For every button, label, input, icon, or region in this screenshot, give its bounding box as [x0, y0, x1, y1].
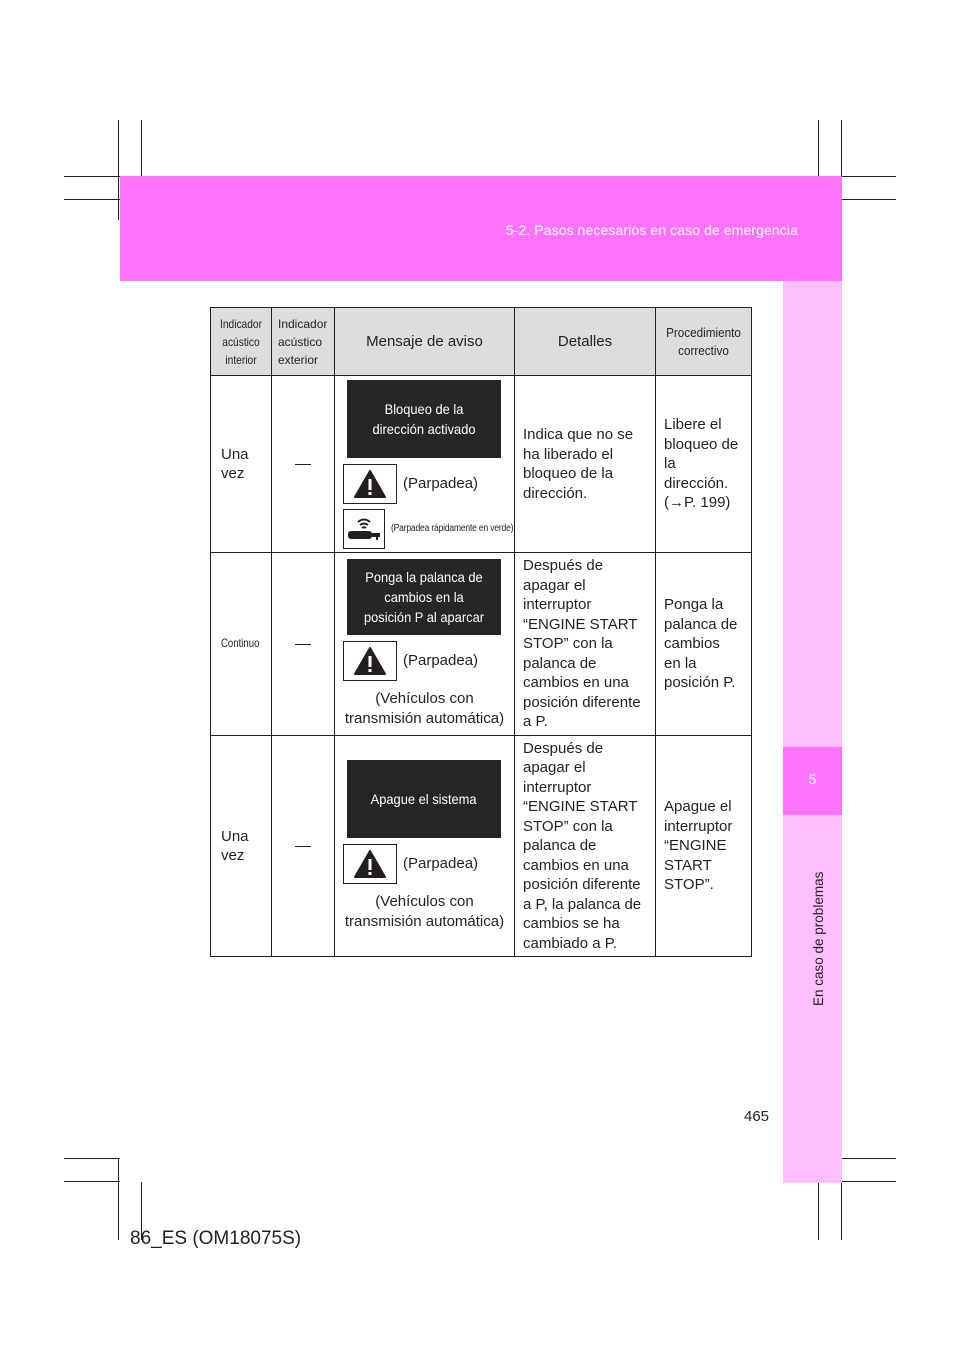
cell-message	[335, 376, 515, 553]
warning-table	[210, 307, 752, 957]
section-title: 5-2. Pasos necesarios en caso de emergencia	[505, 222, 798, 238]
cell-outdoor	[272, 736, 335, 957]
crop-mark	[818, 120, 819, 176]
chapter-title-text: En caso de problemas	[811, 871, 826, 1006]
header-indoor: Indicador acústico interior	[211, 308, 272, 376]
crop-mark	[64, 1158, 120, 1159]
warning-blink-label: (Parpadea)	[403, 474, 479, 492]
cell-message	[335, 553, 515, 736]
vehicle-note: (Vehículos con transmisión automática)	[344, 690, 505, 727]
crop-mark	[64, 199, 120, 200]
crop-mark	[64, 1181, 120, 1182]
crop-mark	[842, 1158, 896, 1159]
display-message: Ponga la palanca de cambios en la posición P al aparcar	[347, 559, 501, 635]
crop-mark	[842, 176, 896, 177]
cell-indoor: Una vez	[211, 736, 272, 957]
smart-key-icon	[343, 509, 385, 549]
header-outdoor: Indicador acústico exterior	[272, 308, 335, 376]
header-message: Mensaje de aviso	[335, 308, 515, 376]
header-procedure: Procedimiento correctivo	[656, 308, 752, 376]
cell-outdoor	[272, 376, 335, 553]
cell-procedure: Apague el interruptor “ENGINE START STOP”.	[656, 736, 752, 957]
section-header	[120, 176, 842, 281]
table-header-row	[211, 308, 752, 376]
warning-blink-label: (Parpadea)	[403, 652, 479, 670]
crop-mark	[842, 199, 896, 200]
crop-mark	[818, 1182, 819, 1240]
warning-triangle-icon	[343, 844, 397, 884]
table-row	[211, 553, 752, 736]
crop-mark	[118, 120, 119, 220]
page-number: 465	[744, 1108, 770, 1125]
warning-triangle-icon	[343, 641, 397, 681]
chapter-number: 5	[808, 771, 817, 787]
cell-procedure: Libere el bloqueo de la dirección. (→P. 199)	[656, 376, 752, 553]
crop-mark	[141, 120, 142, 176]
crop-mark	[118, 1158, 119, 1240]
warning-triangle-icon	[343, 464, 397, 504]
cell-outdoor	[272, 553, 335, 736]
vehicle-note: (Vehículos con transmisión automática)	[344, 893, 505, 930]
cell-procedure: Ponga la palanca de cambios en la posición P.	[656, 553, 752, 736]
chapter-title	[799, 826, 826, 1006]
crop-mark	[64, 176, 120, 177]
display-message: Bloqueo de la dirección activado	[347, 380, 501, 458]
header-details: Detalles	[515, 308, 656, 376]
green-blink-label: (Parpadea rápidamente en verde)	[391, 522, 514, 534]
cell-indoor: Una vez	[211, 376, 272, 553]
cell-details: Indica que no se ha liberado el bloqueo de la dirección.	[515, 376, 656, 553]
display-message: Apague el sistema	[347, 760, 501, 838]
cell-message	[335, 736, 515, 957]
dash-line	[295, 846, 311, 847]
table-row	[211, 736, 752, 957]
chapter-side-tab	[783, 281, 842, 1183]
dash-line	[295, 464, 311, 465]
document-code: 86_ES (OM18075S)	[130, 1228, 302, 1249]
warning-blink-label: (Parpadea)	[403, 855, 479, 873]
cell-details: Después de apagar el interruptor “ENGINE START STOP” con la palanca de cambios en una posición diferente a P, la palanca de cambios se ha cambiado a P.	[515, 736, 656, 957]
cell-details: Después de apagar el interruptor “ENGINE START STOP” con la palanca de cambios en una posición diferente a P.	[515, 553, 656, 736]
crop-mark	[842, 1181, 896, 1182]
table-row	[211, 376, 752, 553]
dash-line	[295, 644, 311, 645]
cell-indoor: Continuo	[211, 553, 272, 736]
chapter-number-tab	[783, 747, 842, 815]
